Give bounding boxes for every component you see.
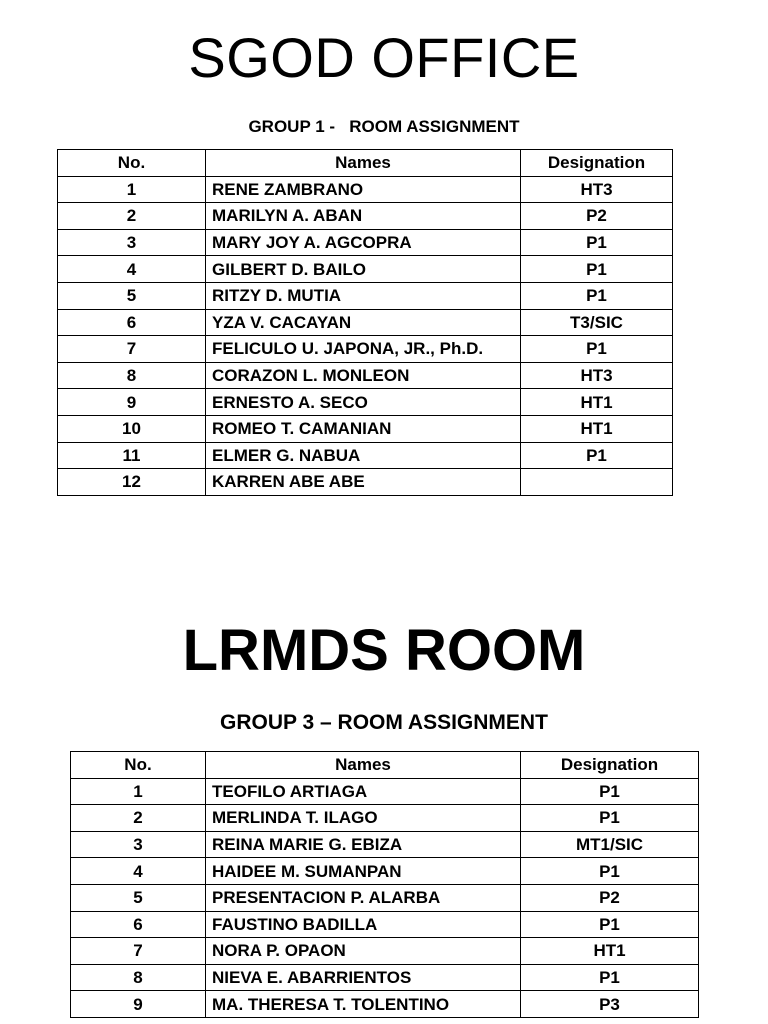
table-row xyxy=(58,282,673,309)
no-cell: 9 xyxy=(58,389,206,416)
designation-cell: HT3 xyxy=(521,362,673,389)
column-header: Names xyxy=(206,150,521,177)
designation-cell: HT3 xyxy=(521,176,673,203)
name-cell: RITZY D. MUTIA xyxy=(206,282,521,309)
no-cell: 7 xyxy=(71,938,206,965)
no-cell: 1 xyxy=(71,778,206,805)
no-cell: 8 xyxy=(71,964,206,991)
no-cell: 1 xyxy=(58,176,206,203)
designation-cell: P1 xyxy=(521,805,699,832)
no-cell: 5 xyxy=(58,282,206,309)
name-cell: GILBERT D. BAILO xyxy=(206,256,521,283)
table-header-row xyxy=(71,752,699,779)
name-cell: MARY JOY A. AGCOPRA xyxy=(206,229,521,256)
designation-cell xyxy=(521,469,673,496)
table-row xyxy=(71,884,699,911)
table-row xyxy=(58,309,673,336)
table-row xyxy=(58,256,673,283)
no-cell: 5 xyxy=(71,884,206,911)
table-row xyxy=(58,469,673,496)
no-cell: 11 xyxy=(58,442,206,469)
table-row xyxy=(58,176,673,203)
no-cell: 3 xyxy=(58,229,206,256)
sgod-office-title: SGOD OFFICE xyxy=(188,26,580,89)
designation-cell: P1 xyxy=(521,282,673,309)
name-cell: RENE ZAMBRANO xyxy=(206,176,521,203)
name-cell: YZA V. CACAYAN xyxy=(206,309,521,336)
group-1-subtitle: GROUP 1 - ROOM ASSIGNMENT xyxy=(248,117,520,136)
name-cell: REINA MARIE G. EBIZA xyxy=(206,831,521,858)
name-cell: ERNESTO A. SECO xyxy=(206,389,521,416)
designation-cell: P1 xyxy=(521,778,699,805)
no-cell: 4 xyxy=(58,256,206,283)
name-cell: HAIDEE M. SUMANPAN xyxy=(206,858,521,885)
table-header-row xyxy=(58,150,673,177)
designation-cell: P1 xyxy=(521,911,699,938)
column-header: No. xyxy=(71,752,206,779)
designation-cell: P2 xyxy=(521,203,673,230)
name-cell: ROMEO T. CAMANIAN xyxy=(206,415,521,442)
name-cell: NORA P. OPAON xyxy=(206,938,521,965)
name-cell: FELICULO U. JAPONA, JR., Ph.D. xyxy=(206,336,521,363)
column-header: No. xyxy=(58,150,206,177)
table-row xyxy=(58,229,673,256)
designation-cell: P1 xyxy=(521,442,673,469)
group-3-subtitle: GROUP 3 – ROOM ASSIGNMENT xyxy=(220,711,548,734)
name-cell: KARREN ABE ABE xyxy=(206,469,521,496)
table-row xyxy=(58,442,673,469)
no-cell: 12 xyxy=(58,469,206,496)
table-row xyxy=(71,938,699,965)
group-3-table xyxy=(70,751,699,1018)
table-row xyxy=(71,991,699,1018)
table-row xyxy=(71,831,699,858)
designation-cell: P1 xyxy=(521,858,699,885)
column-header: Designation xyxy=(521,150,673,177)
designation-cell: HT1 xyxy=(521,389,673,416)
name-cell: NIEVA E. ABARRIENTOS xyxy=(206,964,521,991)
no-cell: 8 xyxy=(58,362,206,389)
no-cell: 2 xyxy=(58,203,206,230)
no-cell: 10 xyxy=(58,415,206,442)
no-cell: 9 xyxy=(71,991,206,1018)
name-cell: ELMER G. NABUA xyxy=(206,442,521,469)
no-cell: 6 xyxy=(71,911,206,938)
name-cell: PRESENTACION P. ALARBA xyxy=(206,884,521,911)
designation-cell: T3/SIC xyxy=(521,309,673,336)
designation-cell: HT1 xyxy=(521,938,699,965)
table-row xyxy=(71,964,699,991)
name-cell: MARILYN A. ABAN xyxy=(206,203,521,230)
table-row xyxy=(58,362,673,389)
designation-cell: P1 xyxy=(521,256,673,283)
table-row xyxy=(71,911,699,938)
name-cell: MERLINDA T. ILAGO xyxy=(206,805,521,832)
designation-cell: P1 xyxy=(521,229,673,256)
no-cell: 2 xyxy=(71,805,206,832)
designation-cell: P3 xyxy=(521,991,699,1018)
group-1-table xyxy=(57,149,673,496)
table-row xyxy=(71,805,699,832)
table-row xyxy=(58,336,673,363)
name-cell: CORAZON L. MONLEON xyxy=(206,362,521,389)
designation-cell: P1 xyxy=(521,336,673,363)
name-cell: TEOFILO ARTIAGA xyxy=(206,778,521,805)
table-row xyxy=(58,415,673,442)
no-cell: 6 xyxy=(58,309,206,336)
table-row xyxy=(71,858,699,885)
column-header: Designation xyxy=(521,752,699,779)
designation-cell: MT1/SIC xyxy=(521,831,699,858)
designation-cell: P1 xyxy=(521,964,699,991)
no-cell: 3 xyxy=(71,831,206,858)
name-cell: MA. THERESA T. TOLENTINO xyxy=(206,991,521,1018)
column-header: Names xyxy=(206,752,521,779)
table-row xyxy=(71,778,699,805)
table-row xyxy=(58,389,673,416)
table-row xyxy=(58,203,673,230)
name-cell: FAUSTINO BADILLA xyxy=(206,911,521,938)
no-cell: 4 xyxy=(71,858,206,885)
lrmds-room-title: LRMDS ROOM xyxy=(182,618,586,683)
no-cell: 7 xyxy=(58,336,206,363)
designation-cell: P2 xyxy=(521,884,699,911)
designation-cell: HT1 xyxy=(521,415,673,442)
